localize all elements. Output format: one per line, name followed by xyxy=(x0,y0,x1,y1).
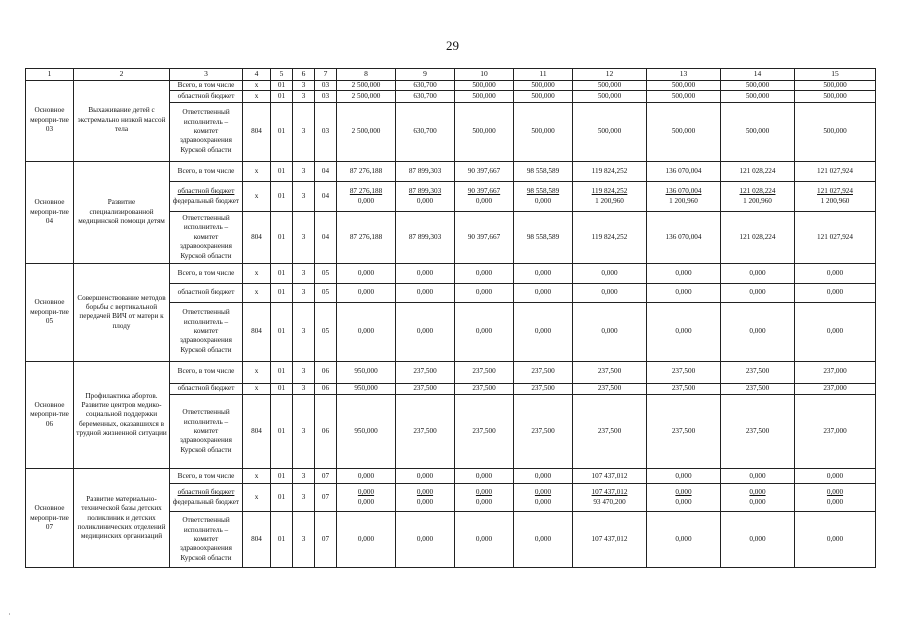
value-cell: 0,000 xyxy=(514,284,573,303)
row-label-primary: областной бюджет xyxy=(177,488,235,497)
value-cell: 0,000 xyxy=(795,512,876,568)
row-label: Ответственный исполнитель – комитет здравоохранения Курской области xyxy=(170,302,243,361)
value-cell: 237,500 xyxy=(514,361,573,383)
value-cell: 500,000 xyxy=(795,80,876,91)
value-cell: 2 500,000 xyxy=(337,91,396,103)
measure-name: Основное меропри-тие 03 xyxy=(26,80,74,161)
header-cell: 14 xyxy=(721,69,795,81)
code-rz: 01 xyxy=(271,469,293,484)
code-pr: 3 xyxy=(293,102,315,161)
value-secondary: 93 470,200 xyxy=(593,497,626,506)
value-secondary: 0,000 xyxy=(534,497,552,506)
value-cell: 0,000 xyxy=(396,302,455,361)
value-cell xyxy=(455,182,514,211)
value-cell: 237,500 xyxy=(647,383,721,395)
value-cell: 0,000 xyxy=(573,264,647,284)
value-cell: 87 276,188 xyxy=(337,161,396,182)
row-label: Всего, в том числе xyxy=(170,80,243,91)
margin-mark: ʾ xyxy=(8,612,11,622)
value-cell: 0,000 xyxy=(455,469,514,484)
value-cell: 0,000 xyxy=(647,264,721,284)
header-cell: 12 xyxy=(573,69,647,81)
row-label xyxy=(170,484,243,512)
value-primary: 121 027,924 xyxy=(817,187,853,196)
row-label-secondary: федеральный бюджет xyxy=(172,196,240,205)
value-cell: 500,000 xyxy=(721,80,795,91)
row-label: Ответственный исполнитель – комитет здравоохранения Курской области xyxy=(170,211,243,263)
value-cell: 0,000 xyxy=(514,469,573,484)
table-row xyxy=(26,469,876,484)
code-grbs: 804 xyxy=(243,395,271,469)
value-cell: 0,000 xyxy=(455,512,514,568)
code-grbs: x xyxy=(243,469,271,484)
value-cell: 0,000 xyxy=(721,512,795,568)
code-csr: 05 xyxy=(315,284,337,303)
code-rz: 01 xyxy=(271,383,293,395)
value-cell: 237,500 xyxy=(573,383,647,395)
code-rz: 01 xyxy=(271,102,293,161)
value-cell: 107 437,012 xyxy=(573,512,647,568)
code-csr: 06 xyxy=(315,383,337,395)
row-label: Ответственный исполнитель – комитет здравоохранения Курской области xyxy=(170,102,243,161)
code-rz: 01 xyxy=(271,512,293,568)
measure-name: Основное меропри-тие 05 xyxy=(26,264,74,361)
code-grbs: x xyxy=(243,383,271,395)
value-cell: 237,000 xyxy=(795,361,876,383)
value-cell: 950,000 xyxy=(337,383,396,395)
value-cell: 98 558,589 xyxy=(514,211,573,263)
header-cell: 2 xyxy=(74,69,170,81)
measure-description: Выхаживание детей с экстремально низкой массой тела xyxy=(74,80,170,161)
value-secondary: 1 200,960 xyxy=(595,196,624,205)
value-cell: 500,000 xyxy=(647,91,721,103)
value-cell: 0,000 xyxy=(396,469,455,484)
value-primary: 136 070,004 xyxy=(665,187,702,196)
value-cell xyxy=(573,182,647,211)
code-pr: 3 xyxy=(293,284,315,303)
value-cell xyxy=(455,484,514,512)
code-grbs: x xyxy=(243,80,271,91)
value-cell xyxy=(573,484,647,512)
value-cell: 0,000 xyxy=(721,469,795,484)
value-primary: 87 899,303 xyxy=(408,187,442,196)
value-secondary: 0,000 xyxy=(475,196,493,205)
value-cell: 237,500 xyxy=(514,395,573,469)
row-label: областной бюджет xyxy=(170,383,243,395)
code-csr: 05 xyxy=(315,264,337,284)
code-pr: 3 xyxy=(293,512,315,568)
value-cell: 500,000 xyxy=(514,80,573,91)
code-csr: 06 xyxy=(315,395,337,469)
table-row xyxy=(26,80,876,91)
value-cell: 500,000 xyxy=(514,91,573,103)
code-pr: 3 xyxy=(293,469,315,484)
value-cell: 121 027,924 xyxy=(795,161,876,182)
value-cell: 90 397,667 xyxy=(455,161,514,182)
code-rz: 01 xyxy=(271,264,293,284)
code-rz: 01 xyxy=(271,80,293,91)
value-secondary: 1 200,960 xyxy=(669,196,698,205)
row-label xyxy=(170,182,243,211)
value-primary: 87 276,188 xyxy=(349,187,383,196)
value-cell xyxy=(514,182,573,211)
value-cell: 630,700 xyxy=(396,80,455,91)
code-csr: 07 xyxy=(315,484,337,512)
value-cell: 237,500 xyxy=(721,361,795,383)
table-row xyxy=(26,264,876,284)
value-primary: 0,000 xyxy=(416,488,434,497)
code-grbs: x xyxy=(243,484,271,512)
value-cell: 2 500,000 xyxy=(337,102,396,161)
value-cell: 237,500 xyxy=(396,395,455,469)
code-pr: 3 xyxy=(293,264,315,284)
value-cell: 87 276,188 xyxy=(337,211,396,263)
value-cell: 500,000 xyxy=(721,91,795,103)
header-cell: 8 xyxy=(337,69,396,81)
value-cell: 237,500 xyxy=(721,383,795,395)
page-number: 29 xyxy=(446,38,459,53)
code-csr: 04 xyxy=(315,182,337,211)
value-cell: 0,000 xyxy=(396,512,455,568)
value-secondary: 0,000 xyxy=(416,497,434,506)
value-cell: 237,500 xyxy=(514,383,573,395)
value-cell: 98 558,589 xyxy=(514,161,573,182)
code-csr: 03 xyxy=(315,102,337,161)
value-cell: 0,000 xyxy=(396,284,455,303)
header-cell: 15 xyxy=(795,69,876,81)
value-cell: 119 824,252 xyxy=(573,161,647,182)
value-cell: 87 899,303 xyxy=(396,161,455,182)
value-cell: 0,000 xyxy=(795,284,876,303)
code-grbs: 804 xyxy=(243,512,271,568)
header-cell: 6 xyxy=(293,69,315,81)
value-cell: 0,000 xyxy=(721,264,795,284)
value-primary: 0,000 xyxy=(749,488,766,497)
value-cell: 237,500 xyxy=(647,395,721,469)
measure-description: Профилактика абортов. Развитие центров медико-социальной поддержки беременных, оказавшихся в трудной жизненной ситуации xyxy=(74,361,170,469)
value-primary: 90 397,667 xyxy=(467,187,501,196)
value-cell: 950,000 xyxy=(337,395,396,469)
value-cell: 500,000 xyxy=(573,80,647,91)
header-cell: 7 xyxy=(315,69,337,81)
value-primary: 119 824,252 xyxy=(591,187,628,196)
header-cell: 11 xyxy=(514,69,573,81)
value-cell: 0,000 xyxy=(795,469,876,484)
code-grbs: x xyxy=(243,182,271,211)
code-csr: 04 xyxy=(315,211,337,263)
value-cell: 0,000 xyxy=(647,284,721,303)
value-cell: 121 028,224 xyxy=(721,161,795,182)
row-label: областной бюджет xyxy=(170,91,243,103)
code-csr: 03 xyxy=(315,80,337,91)
value-primary: 0,000 xyxy=(534,488,552,497)
header-row xyxy=(26,69,876,81)
row-label: Всего, в том числе xyxy=(170,161,243,182)
value-cell: 237,500 xyxy=(721,395,795,469)
code-csr: 04 xyxy=(315,161,337,182)
header-cell: 5 xyxy=(271,69,293,81)
header-cell: 4 xyxy=(243,69,271,81)
value-cell: 500,000 xyxy=(455,80,514,91)
code-csr: 07 xyxy=(315,512,337,568)
value-cell: 0,000 xyxy=(573,284,647,303)
value-cell: 0,000 xyxy=(337,512,396,568)
header-cell: 9 xyxy=(396,69,455,81)
value-cell: 0,000 xyxy=(455,302,514,361)
value-secondary: 0,000 xyxy=(416,196,434,205)
code-grbs: x xyxy=(243,161,271,182)
row-label-primary: областной бюджет xyxy=(177,187,235,196)
code-pr: 3 xyxy=(293,211,315,263)
value-cell xyxy=(396,182,455,211)
value-secondary: 0,000 xyxy=(534,196,552,205)
code-rz: 01 xyxy=(271,211,293,263)
value-cell: 630,700 xyxy=(396,102,455,161)
value-cell: 630,700 xyxy=(396,91,455,103)
value-cell xyxy=(721,484,795,512)
value-cell xyxy=(795,182,876,211)
value-cell: 0,000 xyxy=(337,264,396,284)
value-cell: 0,000 xyxy=(721,302,795,361)
code-pr: 3 xyxy=(293,91,315,103)
value-cell: 500,000 xyxy=(647,80,721,91)
value-primary: 0,000 xyxy=(826,488,844,497)
code-pr: 3 xyxy=(293,484,315,512)
code-rz: 01 xyxy=(271,91,293,103)
value-cell: 500,000 xyxy=(795,102,876,161)
value-cell: 0,000 xyxy=(514,512,573,568)
measure-description: Развитие специализированной медицинской помощи детям xyxy=(74,161,170,264)
value-cell: 237,500 xyxy=(455,383,514,395)
header-cell: 10 xyxy=(455,69,514,81)
value-cell xyxy=(337,182,396,211)
value-cell xyxy=(647,484,721,512)
value-cell: 121 027,924 xyxy=(795,211,876,263)
value-cell: 500,000 xyxy=(455,102,514,161)
code-rz: 01 xyxy=(271,484,293,512)
code-rz: 01 xyxy=(271,361,293,383)
table-row xyxy=(26,361,876,383)
budget-table xyxy=(25,68,876,568)
value-secondary: 0,000 xyxy=(675,497,692,506)
code-grbs: 804 xyxy=(243,302,271,361)
code-grbs: 804 xyxy=(243,211,271,263)
value-secondary: 1 200,960 xyxy=(820,196,850,205)
code-pr: 3 xyxy=(293,383,315,395)
value-cell: 87 899,303 xyxy=(396,211,455,263)
code-csr: 06 xyxy=(315,361,337,383)
value-cell: 119 824,252 xyxy=(573,211,647,263)
value-cell: 500,000 xyxy=(514,102,573,161)
header-cell: 1 xyxy=(26,69,74,81)
value-cell: 237,500 xyxy=(455,361,514,383)
value-cell: 237,500 xyxy=(396,361,455,383)
value-primary: 0,000 xyxy=(475,488,493,497)
value-cell: 500,000 xyxy=(573,91,647,103)
row-label: Ответственный исполнитель – комитет здравоохранения Курской области xyxy=(170,512,243,568)
value-primary: 107 437,012 xyxy=(591,488,628,497)
measure-description: Совершенствование методов борьбы с вертикальной передачей ВИЧ от матери к плоду xyxy=(74,264,170,361)
code-csr: 03 xyxy=(315,91,337,103)
value-cell: 0,000 xyxy=(795,302,876,361)
row-label: Ответственный исполнитель – комитет здравоохранения Курской области xyxy=(170,395,243,469)
code-rz: 01 xyxy=(271,284,293,303)
code-grbs: x xyxy=(243,284,271,303)
value-cell xyxy=(721,182,795,211)
code-rz: 01 xyxy=(271,395,293,469)
value-secondary: 0,000 xyxy=(357,497,375,506)
code-pr: 3 xyxy=(293,361,315,383)
value-cell xyxy=(647,182,721,211)
value-cell: 0,000 xyxy=(337,469,396,484)
code-pr: 3 xyxy=(293,395,315,469)
value-secondary: 1 200,960 xyxy=(743,196,772,205)
value-cell: 0,000 xyxy=(337,284,396,303)
value-cell: 0,000 xyxy=(647,469,721,484)
header-cell: 3 xyxy=(170,69,243,81)
value-cell: 90 397,667 xyxy=(455,211,514,263)
value-cell: 500,000 xyxy=(795,91,876,103)
value-cell xyxy=(514,484,573,512)
code-pr: 3 xyxy=(293,182,315,211)
value-secondary: 0,000 xyxy=(357,196,375,205)
value-cell xyxy=(795,484,876,512)
value-cell: 0,000 xyxy=(514,264,573,284)
value-cell: 237,500 xyxy=(455,395,514,469)
value-cell: 0,000 xyxy=(514,302,573,361)
value-primary: 121 028,224 xyxy=(739,187,776,196)
value-cell: 0,000 xyxy=(396,264,455,284)
code-rz: 01 xyxy=(271,302,293,361)
value-cell: 0,000 xyxy=(647,512,721,568)
measure-description: Развитие материально-технической базы детских поликлиник и детских поликлинических отделений медицинских организаций xyxy=(74,469,170,568)
value-cell: 237,500 xyxy=(396,383,455,395)
code-pr: 3 xyxy=(293,80,315,91)
value-secondary: 0,000 xyxy=(826,497,844,506)
value-cell: 950,000 xyxy=(337,361,396,383)
value-cell: 0,000 xyxy=(721,284,795,303)
value-cell: 136 070,004 xyxy=(647,211,721,263)
value-cell: 0,000 xyxy=(795,264,876,284)
code-csr: 05 xyxy=(315,302,337,361)
value-cell: 2 500,000 xyxy=(337,80,396,91)
table-row xyxy=(26,161,876,182)
value-cell: 0,000 xyxy=(647,302,721,361)
value-cell: 0,000 xyxy=(455,284,514,303)
value-cell: 0,000 xyxy=(455,264,514,284)
row-label: Всего, в том числе xyxy=(170,264,243,284)
value-cell: 237,000 xyxy=(795,383,876,395)
code-csr: 07 xyxy=(315,469,337,484)
row-label-secondary: федеральный бюджет xyxy=(172,497,240,506)
value-primary: 0,000 xyxy=(357,488,375,497)
code-grbs: x xyxy=(243,361,271,383)
value-cell: 500,000 xyxy=(455,91,514,103)
value-cell xyxy=(396,484,455,512)
value-cell: 237,500 xyxy=(647,361,721,383)
value-secondary: 0,000 xyxy=(475,497,493,506)
row-label: Всего, в том числе xyxy=(170,361,243,383)
measure-name: Основное меропри-тие 04 xyxy=(26,161,74,264)
measure-name: Основное меропри-тие 07 xyxy=(26,469,74,568)
value-cell: 500,000 xyxy=(573,102,647,161)
value-cell: 136 070,004 xyxy=(647,161,721,182)
code-rz: 01 xyxy=(271,182,293,211)
code-pr: 3 xyxy=(293,161,315,182)
value-primary: 98 558,589 xyxy=(526,187,560,196)
code-pr: 3 xyxy=(293,302,315,361)
row-label: Всего, в том числе xyxy=(170,469,243,484)
table-body xyxy=(26,69,876,568)
value-cell xyxy=(337,484,396,512)
value-cell: 237,000 xyxy=(795,395,876,469)
value-cell: 500,000 xyxy=(647,102,721,161)
value-secondary: 0,000 xyxy=(749,497,766,506)
value-cell: 237,500 xyxy=(573,361,647,383)
value-cell: 0,000 xyxy=(337,302,396,361)
value-cell: 237,500 xyxy=(573,395,647,469)
value-cell: 107 437,012 xyxy=(573,469,647,484)
code-grbs: 804 xyxy=(243,102,271,161)
value-cell: 0,000 xyxy=(573,302,647,361)
value-cell: 121 028,224 xyxy=(721,211,795,263)
value-cell: 500,000 xyxy=(721,102,795,161)
code-rz: 01 xyxy=(271,161,293,182)
header-cell: 13 xyxy=(647,69,721,81)
measure-name: Основное меропри-тие 06 xyxy=(26,361,74,469)
code-grbs: x xyxy=(243,91,271,103)
row-label: областной бюджет xyxy=(170,284,243,303)
value-primary: 0,000 xyxy=(675,488,692,497)
code-grbs: x xyxy=(243,264,271,284)
